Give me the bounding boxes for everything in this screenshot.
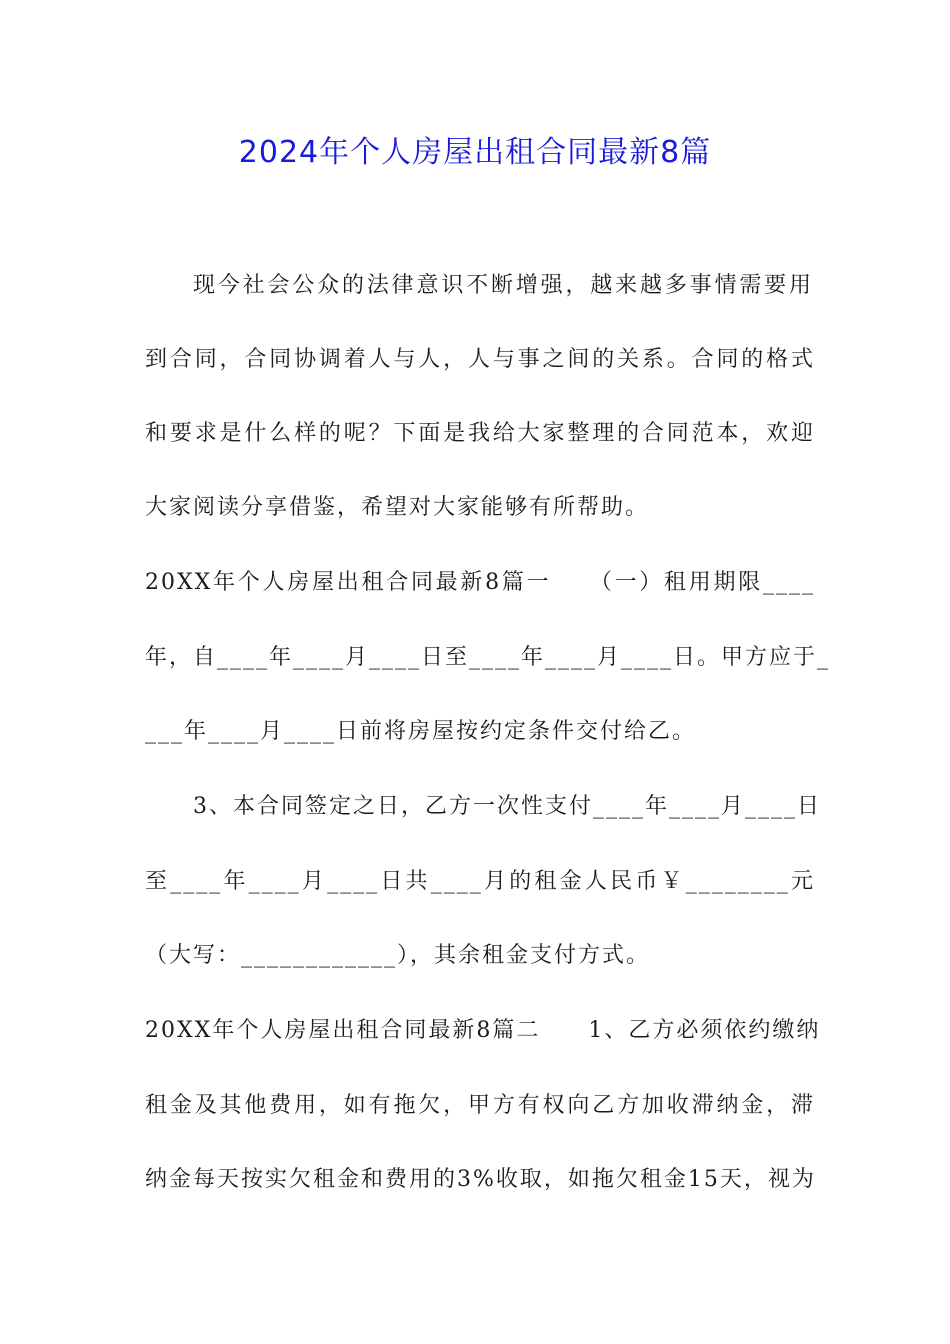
page-title: 2024年个人房屋出租合同最新8篇 xyxy=(238,135,712,170)
paragraph-line: 纳金每天按实欠租金和费用的3%收取，如拖欠租金15天，视为 xyxy=(145,1167,816,1192)
paragraph-line: 到合同，合同协调着人与人，人与事之间的关系。合同的格式 xyxy=(145,347,815,372)
paragraph-line: 年，自____年____月____日至____年____月____日。甲方应于_ xyxy=(145,645,831,670)
paragraph-line: 20XX年个人房屋出租合同最新8篇二 1、乙方必须依约缴纳 xyxy=(145,1018,821,1043)
paragraph-line: 和要求是什么样的呢？下面是我给大家整理的合同范本，欢迎 xyxy=(145,421,815,446)
paragraph-line: 20XX年个人房屋出租合同最新8篇一 （一）租用期限____ xyxy=(145,570,815,595)
paragraph-line: 至____年____月____日共____月的租金人民币￥________元 xyxy=(145,869,815,894)
paragraph-line: 现今社会公众的法律意识不断增强，越来越多事情需要用 xyxy=(193,273,813,298)
paragraph-line: 租金及其他费用，如有拖欠，甲方有权向乙方加收滞纳金，滞 xyxy=(145,1093,815,1118)
paragraph-line: 大家阅读分享借鉴，希望对大家能够有所帮助。 xyxy=(145,495,650,520)
paragraph-line: 3、本合同签定之日，乙方一次性支付____年____月____日 xyxy=(193,794,821,819)
paragraph-line: ___年____月____日前将房屋按约定条件交付给乙。 xyxy=(145,719,697,744)
paragraph-line: （大写：____________），其余租金支付方式。 xyxy=(145,943,651,968)
